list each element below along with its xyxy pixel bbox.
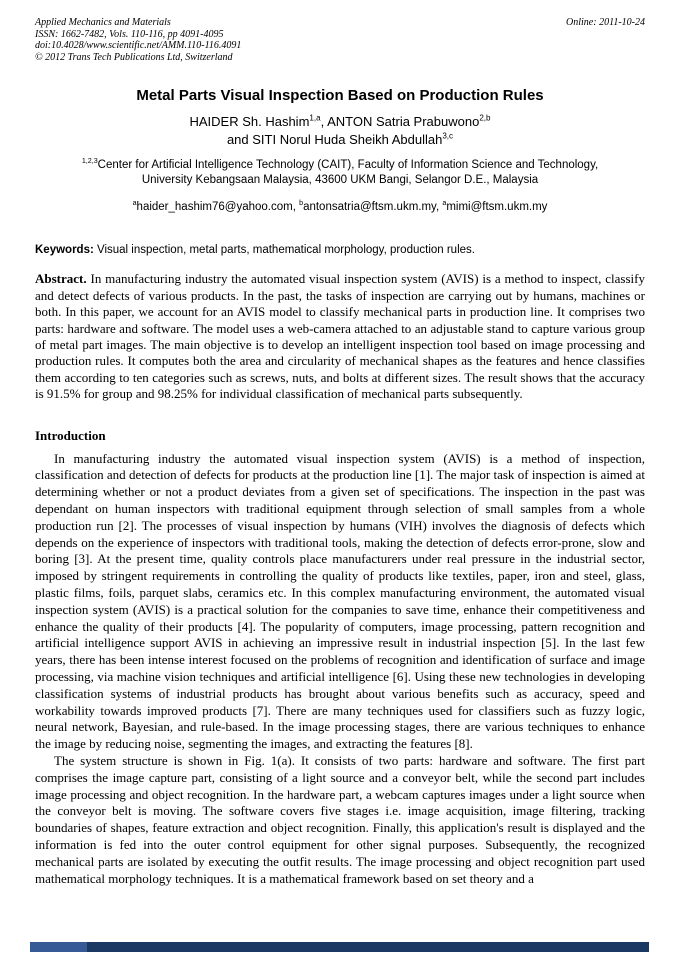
email-1-superscript: a	[132, 199, 137, 208]
footer-bar	[30, 942, 649, 952]
author-3-prefix: and	[226, 132, 253, 148]
abstract	[35, 271, 645, 402]
journal-header	[35, 17, 645, 63]
author-2: ANTON Satria Prabuwono	[327, 114, 480, 130]
abstract-text: In manufacturing industry the automated visual inspection system (AVIS) is a method to inspect, classify and detect defects of various products. In the past, the tasks of inspection are carrying out by humans, machines or both. In this paper, we account for an AVIS model to classify mechanical parts in production line. It comprises two parts: hardware and software. The model uses a web-camera attached to an adjustable stand to capture various group of metal part images. The main objective is to develop an intelligent inspection tool based on image processing and production rules. It computes both the area and circularity of mechanical shapes as the features and hence classifies them according to ten categories such as screws, nuts, and bolts at different sizes. The result shows that the accuracy is 91.5% for group and 98.25% for individual classification of mechanical parts subsequently.	[35, 271, 645, 402]
online-date: Online: 2011-10-24	[566, 17, 645, 28]
email-2: antonsatria@ftsm.ukm.my,	[303, 201, 443, 214]
author-1-superscript: 1,a	[309, 114, 321, 124]
email-3-superscript: a	[442, 199, 447, 208]
author-3-superscript: 3,c	[442, 132, 454, 142]
paper-title: Metal Parts Visual Inspection Based on Production Rules	[136, 87, 544, 105]
issn-line: ISSN: 1662-7482, Vols. 110-116, pp 4091-4095	[35, 28, 224, 40]
email-3: mimi@ftsm.ukm.my	[446, 201, 548, 214]
introduction-paragraph-1: In manufacturing industry the automated visual inspection system (AVIS) is a method of inspection, classification and detection of defects for products at the production line [1]. The major task of inspection is aimed at determining whether or not a product deviates from a given set of specifications. The inspection in the past was dependant on human inspectors with traditional equipment through selection of small samples from a whole production run [2]. The processes of visual inspection by humans (VIH) involves the diagnosis of defects which depends on the experience of inspectors with traditional tools, making the detection of defects error-prone, slow and boring [3]. At the present time, quality controls place manufacturers under real pressure in the industrial sector, imposed by stringent requirements in controlling the quality of products like textiles, paper, iron and steel, glass, plastic films, foils, parquet slabs, ceramics etc. In this complex manufacturing environment, the automated visual inspection system (AVIS) is a practical solution for the companies to save time, enhance their competitiveness and enhance the quality of their products [4]. The popularity of computers, image processing, pattern recognition and artificial intelligence support AVIS in achieving an impressive result in industrial inspection [5]. In the last few years, there has been intense interest focused on the problems of recognition and identification of surface and image processing, via machine vision techniques and artificial intelligence [6]. Using these new technologies in developing classification systems of industrial products has brought about various benefits such as accuracy, speed and workability towards improved products [7]. There are many techniques used for classifiers such as fuzzy logic, neural network, Bayesian, and rule-based. In the image processing stages, there are various techniques to enhance the image by reducing noise, segmenting the images, and extracting the features [8].	[35, 450, 645, 752]
affiliation	[68, 158, 613, 188]
author-separator: ,	[320, 114, 328, 130]
section-heading-introduction: Introduction	[35, 427, 106, 443]
introduction-paragraph-2: The system structure is shown in Fig. 1(a). It consists of two parts: hardware and software. The first part comprises the image capture part, consisting of a light source and a conveyor belt, while the second part includes image processing and object recognition. In the hardware part, a webcam captures images under a light source when the conveyor belt is moving. The software covers five stages i.e. image acquisition, image filtering, tracking boundaries of shapes, feature extraction and object recognition. Finally, this application's result is displayed and the information is fed into the outer control equipment for other signal purposes. Subsequently, the recognized mechanical parts are isolated by executing the outfit results. The image processing and object recognition part used mathematical morphology techniques. It is a mathematical framework based on set theory and a	[35, 752, 645, 886]
footer-bar-dark-segment	[87, 942, 649, 952]
keywords-line	[35, 244, 645, 256]
author-2-superscript: 2,b	[479, 114, 491, 124]
author-emails	[35, 201, 645, 213]
journal-name: Applied Mechanics and Materials	[35, 17, 171, 28]
affiliation-superscript: 1,2,3	[81, 157, 98, 166]
doi-line: doi:10.4028/www.scientific.net/AMM.110-116.4091	[35, 40, 242, 52]
keywords-text: Visual inspection, metal parts, mathematical morphology, production rules.	[93, 244, 475, 257]
authors-line-1	[35, 113, 645, 131]
affiliation-text: Center for Artificial Intelligence Technology (CAIT), Faculty of Information Science and Technology, University Kebangsaan Malaysia, 43600 UKM Bangi, Selangor D.E., Malaysia	[97, 159, 599, 187]
copyright-line: © 2012 Trans Tech Publications Ltd, Switzerland	[35, 51, 233, 63]
abstract-label: Abstract.	[35, 271, 87, 287]
author-3: SITI Norul Huda Sheikh Abdullah	[252, 132, 443, 148]
author-1: HAIDER Sh. Hashim	[189, 114, 310, 130]
email-1: haider_hashim76@yahoo.com,	[136, 201, 300, 214]
journal-header-left	[35, 17, 241, 63]
keywords-label: Keywords:	[35, 244, 94, 257]
authors	[35, 113, 645, 149]
authors-line-2	[35, 131, 645, 149]
footer-bar-light-segment	[30, 942, 87, 952]
email-2-superscript: b	[299, 199, 304, 208]
